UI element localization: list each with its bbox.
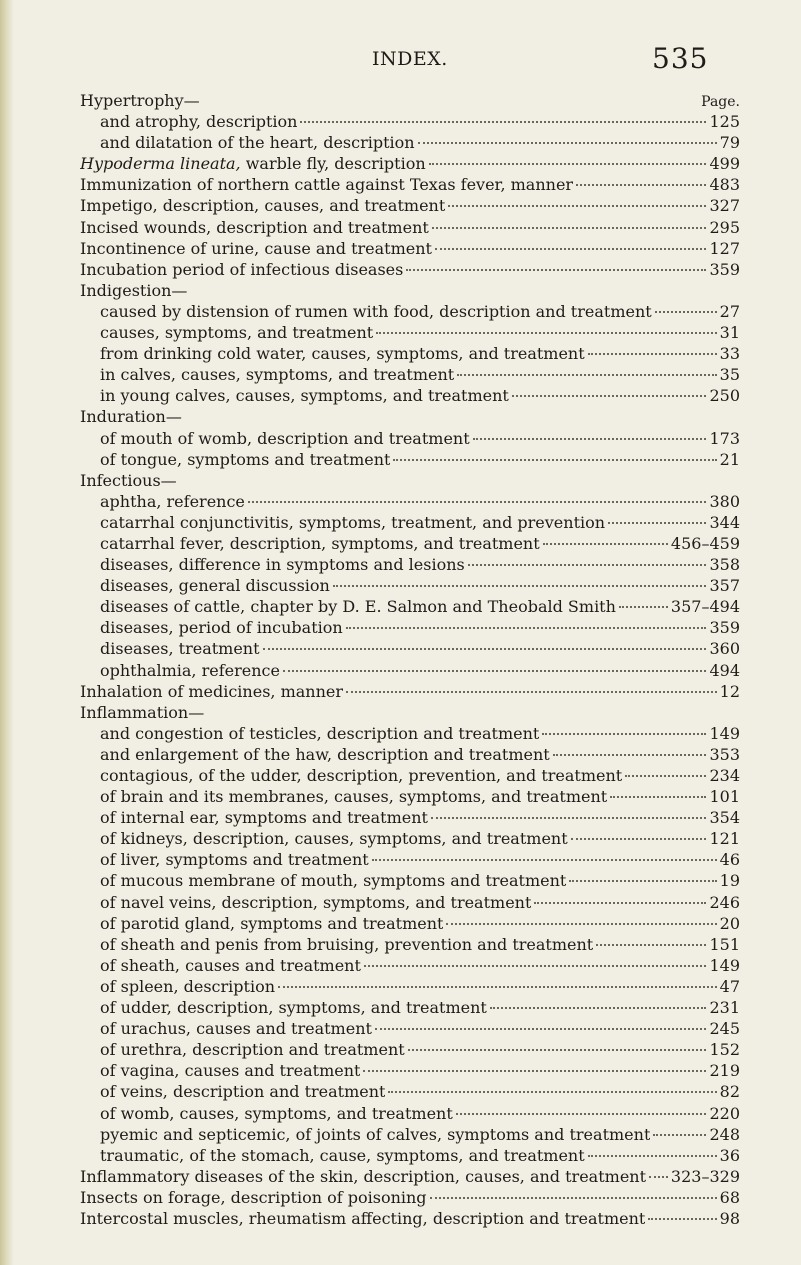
index-entry	[80, 702, 740, 723]
entry-text: of womb, causes, symptoms, and treatment	[100, 1103, 453, 1123]
page-reference: 483	[709, 175, 740, 195]
index-subentry	[80, 870, 740, 891]
entry-text: catarrhal conjunctivitis, symptoms, treatment, and prevention	[100, 512, 606, 532]
page-reference: 149	[709, 723, 740, 743]
running-title: INDEX.	[372, 48, 448, 70]
entry-text: Induration—	[80, 407, 182, 427]
dot-leader	[375, 1028, 707, 1030]
index-entry	[80, 238, 740, 259]
entry-text: of liver, symptoms and treatment	[100, 850, 369, 870]
page-reference: 151	[709, 934, 740, 954]
page-reference: 47	[719, 976, 740, 996]
entry-text: Intercostal muscles, rheumatism affecting, description and treatment	[80, 1208, 646, 1228]
index-entry	[80, 90, 740, 111]
entry-text: Inflammation—	[80, 702, 205, 722]
index-subentry	[80, 111, 740, 132]
entry-text: pyemic and septicemic, of joints of calves, symptoms and treatment	[100, 1124, 651, 1144]
dot-leader	[625, 775, 706, 777]
entry-text: of mouth of womb, description and treatment	[100, 428, 470, 448]
dot-leader	[588, 1155, 717, 1157]
page-reference: 21	[719, 449, 740, 469]
index-subentry	[80, 765, 740, 786]
dot-leader	[543, 543, 668, 545]
entry-text: of udder, description, symptoms, and treatment	[100, 998, 487, 1018]
index-subentry	[80, 807, 740, 828]
page-reference: 357	[709, 576, 740, 596]
dot-leader	[333, 585, 707, 587]
index-subentry	[80, 1124, 740, 1145]
page-reference: 68	[719, 1187, 740, 1207]
page-reference: 234	[709, 766, 740, 785]
index-subentry	[80, 744, 740, 765]
dot-leader	[346, 691, 717, 693]
entry-text: of tongue, symptoms and treatment	[100, 449, 391, 469]
page-reference: 19	[719, 871, 740, 891]
page-reference: 149	[709, 955, 740, 975]
entry-text: diseases, treatment	[100, 639, 260, 659]
page-reference: 125	[709, 112, 740, 132]
page-reference: 359	[709, 259, 740, 279]
index-entry	[80, 174, 740, 195]
index-subentry	[80, 934, 740, 955]
entry-text: caused by distension of rumen with food, description and treatment	[100, 301, 652, 321]
index-entry	[80, 681, 740, 702]
entry-text: of parotid gland, symptoms and treatment	[100, 913, 444, 933]
entry-text: Incontinence of urine, cause and treatment	[80, 238, 432, 258]
dot-leader	[393, 459, 716, 461]
page-reference: 33	[719, 344, 740, 364]
dot-leader	[446, 923, 716, 925]
dot-leader	[596, 944, 706, 946]
dot-leader	[364, 965, 707, 967]
page-reference: 248	[709, 1124, 740, 1144]
page-reference: 173	[709, 428, 740, 448]
dot-leader	[406, 269, 706, 271]
index-entry	[80, 259, 740, 280]
entry-text: of urachus, causes and treatment	[100, 1019, 372, 1039]
index-entry	[80, 406, 740, 427]
dot-leader	[300, 121, 706, 123]
entry-text: diseases of cattle, chapter by D. E. Salmon and Theobald Smith	[100, 597, 616, 617]
dot-leader	[655, 311, 717, 313]
index-entry	[80, 470, 740, 491]
page-header	[0, 44, 801, 74]
dot-leader	[418, 142, 717, 144]
dot-leader	[512, 395, 707, 397]
dot-leader	[571, 838, 707, 840]
dot-leader	[649, 1176, 668, 1178]
entry-text: Inhalation of medicines, manner	[80, 681, 344, 701]
entry-text: and congestion of testicles, description and treatment	[100, 723, 540, 743]
page-reference: 31	[719, 323, 740, 343]
dot-leader	[457, 374, 716, 376]
index-subentry	[80, 1018, 740, 1039]
page-reference: 231	[709, 998, 740, 1018]
entry-text: in young calves, causes, symptoms, and treatment	[100, 386, 509, 406]
page-reference: 220	[709, 1103, 740, 1123]
dot-leader	[588, 353, 717, 355]
page-reference: 327	[709, 196, 740, 216]
entry-text: of mucous membrane of mouth, symptoms and treatment	[100, 871, 567, 891]
index-subentry	[80, 1103, 740, 1124]
entry-text: of spleen, description	[100, 976, 275, 996]
page-reference: 360	[709, 639, 740, 659]
page-reference: 12	[719, 681, 740, 701]
entry-text: causes, symptoms, and treatment	[100, 323, 374, 343]
entry-text: Impetigo, description, causes, and treatment	[80, 196, 446, 216]
index-subentry	[80, 596, 740, 617]
page-reference: 499	[709, 154, 740, 174]
index-subentry	[80, 1081, 740, 1102]
entry-text: Incubation period of infectious diseases	[80, 259, 404, 279]
entry-text: of brain and its membranes, causes, symptoms, and treatment	[100, 787, 608, 807]
page-reference: 246	[709, 892, 740, 912]
page-number: 535	[652, 42, 709, 75]
index-entry	[80, 280, 740, 301]
entry-text: and atrophy, description	[100, 112, 298, 132]
page-reference: 323–329	[670, 1166, 740, 1186]
dot-leader	[431, 817, 706, 819]
entry-text: of navel veins, description, symptoms, and treatment	[100, 892, 532, 912]
index-entry	[80, 1208, 740, 1229]
index-subentry	[80, 449, 740, 470]
index-entry	[80, 195, 740, 216]
index-list	[80, 90, 740, 1229]
page-reference: 152	[709, 1040, 740, 1060]
index-subentry	[80, 491, 740, 512]
entry-text: Hypoderma lineata, warble fly, description	[80, 154, 426, 174]
entry-text: traumatic, of the stomach, cause, symptoms, and treatment	[100, 1145, 585, 1165]
dot-leader	[468, 564, 707, 566]
dot-leader	[653, 1134, 706, 1136]
entry-text: and dilatation of the heart, description	[100, 133, 415, 153]
index-subentry	[80, 849, 740, 870]
index-subentry	[80, 997, 740, 1018]
page-reference: 35	[719, 365, 740, 385]
index-subentry	[80, 1039, 740, 1060]
dot-leader	[429, 163, 707, 165]
dot-leader	[610, 796, 706, 798]
index-subentry	[80, 828, 740, 849]
entry-text: and enlargement of the haw, description and treatment	[100, 744, 550, 764]
entry-text: in calves, causes, symptoms, and treatment	[100, 365, 455, 385]
index-subentry	[80, 617, 740, 638]
page-reference: 82	[719, 1082, 740, 1102]
dot-leader	[648, 1218, 716, 1220]
entry-text: of vagina, causes and treatment	[100, 1061, 361, 1081]
dot-leader	[263, 648, 707, 650]
dot-leader	[388, 1091, 716, 1093]
page-reference: 79	[719, 133, 740, 153]
index-subentry	[80, 385, 740, 406]
dot-leader	[372, 859, 717, 861]
index-subentry	[80, 1145, 740, 1166]
entry-text: of kidneys, description, causes, symptoms, and treatment	[100, 829, 568, 849]
page-binding-edge	[0, 0, 14, 1265]
dot-leader	[248, 501, 707, 503]
entry-text: Insects on forage, description of poisoning	[80, 1187, 427, 1207]
index-subentry	[80, 132, 740, 153]
index-subentry	[80, 638, 740, 659]
page-reference: 219	[709, 1061, 740, 1081]
page-reference: 380	[709, 491, 740, 511]
page-reference: 98	[719, 1208, 740, 1228]
entry-text: diseases, general discussion	[100, 576, 330, 596]
index-subentry	[80, 512, 740, 533]
dot-leader	[448, 205, 706, 207]
dot-leader	[346, 627, 707, 629]
index-subentry	[80, 976, 740, 997]
index-subentry	[80, 343, 740, 364]
page-reference: 353	[709, 744, 740, 764]
dot-leader	[283, 670, 707, 672]
index-subentry	[80, 428, 740, 449]
page-reference: 357–494	[670, 597, 740, 617]
index-entry	[80, 217, 740, 238]
dot-leader	[619, 606, 668, 608]
entry-text: catarrhal fever, description, symptoms, and treatment	[100, 533, 540, 553]
index-subentry	[80, 1060, 740, 1081]
dot-leader	[376, 332, 716, 334]
index-subentry	[80, 955, 740, 976]
page-reference: 295	[709, 217, 740, 237]
page-reference: 245	[709, 1019, 740, 1039]
entry-text: ophthalmia, reference	[100, 660, 280, 680]
entry-text: diseases, period of incubation	[100, 618, 343, 638]
index-subentry	[80, 892, 740, 913]
page-reference: 359	[709, 618, 740, 638]
entry-text: of internal ear, symptoms and treatment	[100, 808, 428, 828]
page-reference: 127	[709, 238, 740, 258]
index-subentry	[80, 554, 740, 575]
entry-text: Inflammatory diseases of the skin, description, causes, and treatment	[80, 1166, 647, 1186]
page-reference: 494	[709, 660, 740, 680]
index-subentry	[80, 723, 740, 744]
entry-text: from drinking cold water, causes, symptoms, and treatment	[100, 344, 585, 364]
dot-leader	[430, 1197, 717, 1199]
index-subentry	[80, 533, 740, 554]
index-subentry	[80, 660, 740, 681]
entry-text: of sheath and penis from bruising, prevention and treatment	[100, 934, 594, 954]
dot-leader	[432, 227, 707, 229]
entry-text: diseases, difference in symptoms and lesions	[100, 555, 465, 575]
index-entry	[80, 1187, 740, 1208]
page-reference: 250	[709, 386, 740, 406]
entry-text: of sheath, causes and treatment	[100, 955, 361, 975]
page-reference: 101	[709, 787, 740, 807]
index-subentry	[80, 575, 740, 596]
index-entry	[80, 1166, 740, 1187]
entry-text: Immunization of northern cattle against Texas fever, manner	[80, 175, 574, 195]
page-reference: 358	[709, 555, 740, 575]
dot-leader	[534, 902, 706, 904]
dot-leader	[278, 986, 717, 988]
entry-text: Indigestion—	[80, 280, 188, 300]
entry-text: contagious, of the udder, description, prevention, and treatment	[100, 766, 623, 785]
page-reference: 46	[719, 850, 740, 870]
dot-leader	[490, 1007, 707, 1009]
entry-text: Hypertrophy—	[80, 91, 200, 110]
page-reference: 20	[719, 913, 740, 933]
page-reference: 36	[719, 1145, 740, 1165]
entry-text: Incised wounds, description and treatment	[80, 217, 429, 237]
dot-leader	[473, 438, 707, 440]
entry-text: Infectious—	[80, 470, 177, 490]
dot-leader	[456, 1113, 707, 1115]
dot-leader	[576, 184, 706, 186]
page-reference: 121	[709, 829, 740, 849]
dot-leader	[542, 733, 706, 735]
dot-leader	[608, 522, 706, 524]
page-column-label: Page.	[701, 94, 740, 110]
entry-text: of veins, description and treatment	[100, 1082, 386, 1102]
page-reference: 27	[719, 301, 740, 321]
dot-leader	[553, 754, 707, 756]
page-reference: 344	[709, 512, 740, 532]
index-subentry	[80, 301, 740, 322]
index-subentry	[80, 322, 740, 343]
index-subentry	[80, 913, 740, 934]
dot-leader	[435, 248, 707, 250]
index-entry	[80, 153, 740, 174]
index-subentry	[80, 364, 740, 385]
dot-leader	[408, 1049, 707, 1051]
entry-text: aphtha, reference	[100, 491, 245, 511]
dot-leader	[569, 880, 716, 882]
index-subentry	[80, 786, 740, 807]
page-reference: 456–459	[670, 533, 740, 553]
dot-leader	[363, 1070, 706, 1072]
page-reference: 354	[709, 808, 740, 828]
entry-text: of urethra, description and treatment	[100, 1040, 405, 1060]
